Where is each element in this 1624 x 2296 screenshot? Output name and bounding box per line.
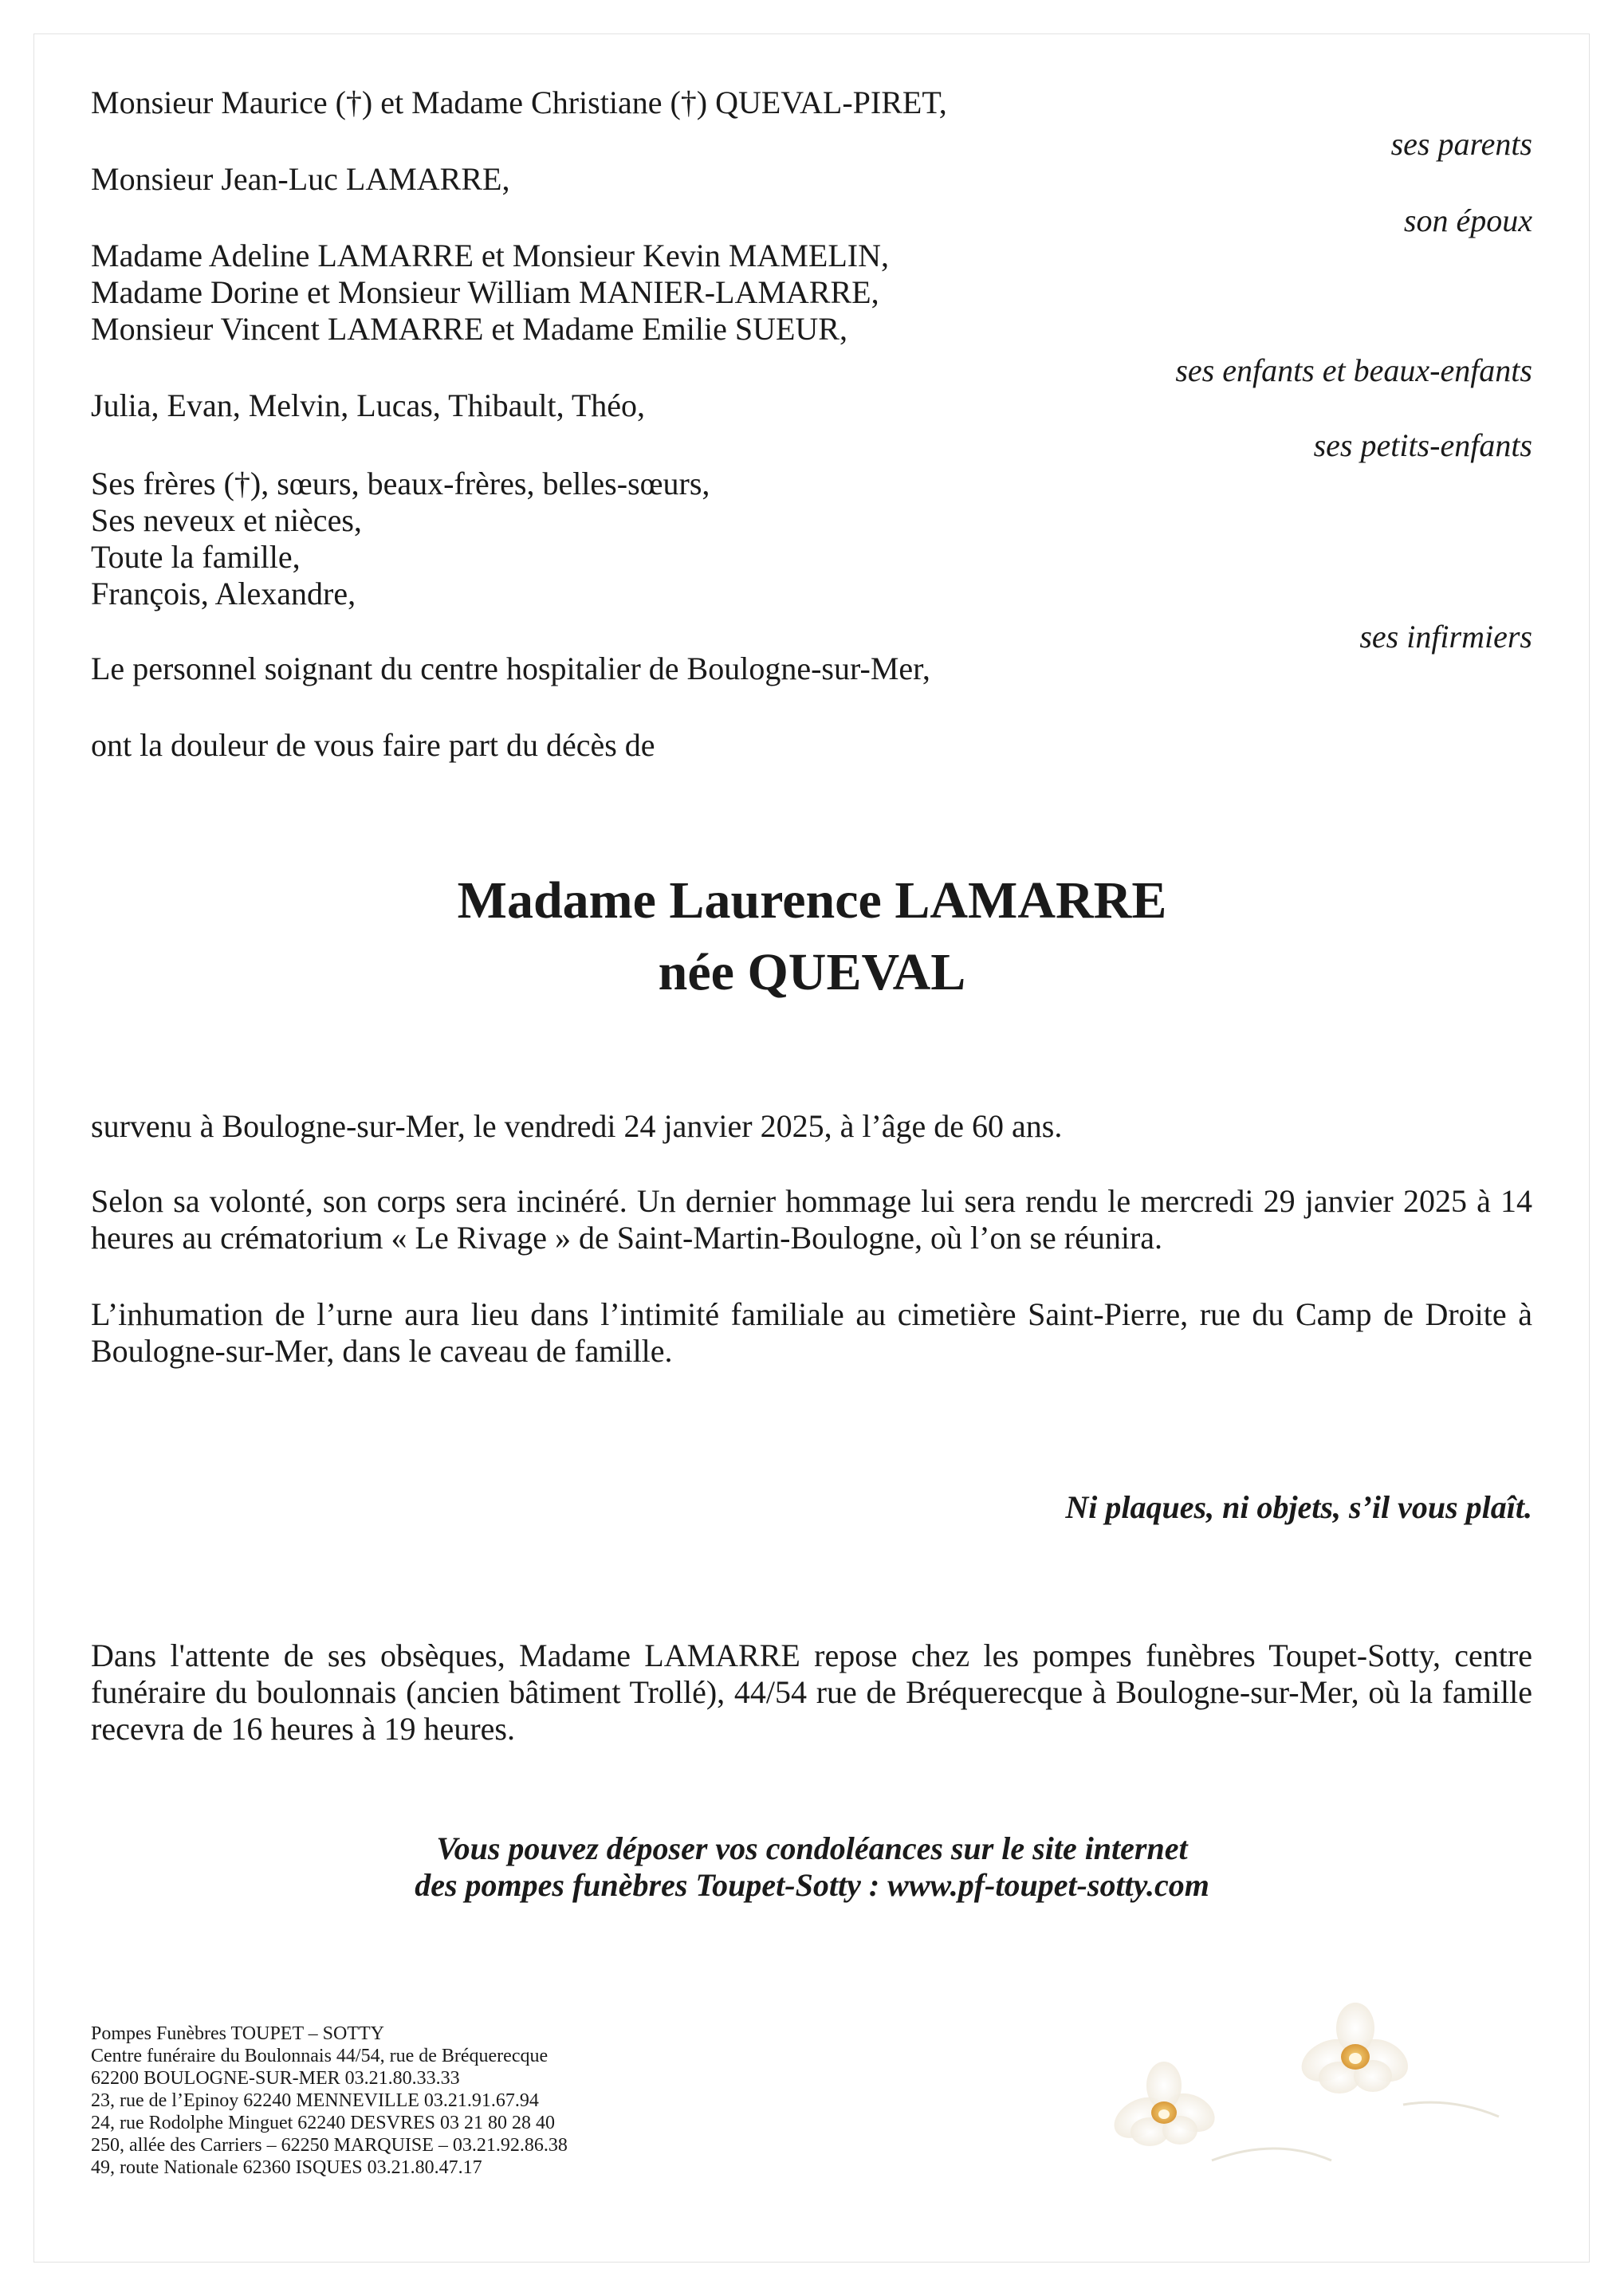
footer-line: 250, allée des Carriers – 62250 MARQUISE – 03.21.92.86.38 [91, 2135, 568, 2156]
relatives-line-4: François, Alexandre, [91, 576, 356, 611]
orchid-flower-right [1295, 2003, 1415, 2094]
footer-line: 23, rue de l’Epinoy 62240 MENNEVILLE 03.21.91.67.94 [91, 2090, 539, 2111]
orchid-flower-left [1107, 2062, 1221, 2146]
footer-line: 49, route Nationale 62360 ISQUES 03.21.80.47.17 [91, 2157, 482, 2178]
parents-line: Monsieur Maurice (†) et Madame Christiane (†) QUEVAL-PIRET, [91, 85, 947, 120]
death-details: survenu à Boulogne-sur-Mer, le vendredi 24 janvier 2025, à l’âge de 60 ans. [91, 1108, 1063, 1144]
children-line-3: Monsieur Vincent LAMARRE et Madame Emilie SUEUR, [91, 311, 847, 347]
condolences-line-1: Vous pouvez déposer vos condoléances sur le site internet [436, 1830, 1188, 1866]
footer-line: 24, rue Rodolphe Minguet 62240 DESVRES 03 21 80 28 40 [91, 2113, 555, 2133]
burial-details: L’inhumation de l’urne aura lieu dans l’intimité familiale au cimetière Saint-Pierre, rue du Camp de Droite à Boulogne-sur-Mer, dans le caveau de famille. [91, 1296, 1532, 1369]
children-line-2: Madame Dorine et Monsieur William MANIER-LAMARRE, [91, 274, 879, 310]
funeral-home-footer [91, 2023, 568, 2179]
deceased-name: Madame Laurence LAMARRE [457, 871, 1167, 930]
condolences-line-2: des pompes funèbres Toupet-Sotty : www.pf-toupet-sotty.com [415, 1867, 1209, 1903]
orchid-flowers-icon [1068, 1977, 1515, 2184]
announcement-line: ont la douleur de vous faire part du décès de [91, 727, 655, 763]
ceremony-details: Selon sa volonté, son corps sera incinéré. Un dernier hommage lui sera rendu le mercredi 29 janvier 2025 à 14 heures au crématorium « Le Rivage » de Saint-Martin-Boulogne, où l’on se réunira. [91, 1183, 1532, 1256]
relatives-line-1: Ses frères (†), sœurs, beaux-frères, belles-sœurs, [91, 466, 710, 501]
parents-role: ses parents [1390, 126, 1532, 162]
spouse-role: son époux [1403, 202, 1532, 238]
children-role: ses enfants et beaux-enfants [1175, 352, 1532, 388]
children-line-1: Madame Adeline LAMARRE et Monsieur Kevin MAMELIN, [91, 238, 889, 273]
relatives-line-3: Toute la famille, [91, 539, 301, 575]
no-flowers-notice: Ni plaques, ni objets, s’il vous plaît. [1065, 1489, 1532, 1525]
footer-line: 62200 BOULOGNE-SUR-MER 03.21.80.33.33 [91, 2068, 460, 2089]
spouse-line: Monsieur Jean-Luc LAMARRE, [91, 161, 510, 197]
deceased-maiden-name: née QUEVAL [658, 943, 966, 1001]
staff-line: Le personnel soignant du centre hospitalier de Boulogne-sur-Mer, [91, 651, 930, 686]
relatives-line-2: Ses neveux et nièces, [91, 502, 362, 538]
nurses-role: ses infirmiers [1359, 619, 1532, 655]
footer-line: Centre funéraire du Boulonnais 44/54, rue de Bréquerecque [91, 2046, 549, 2066]
stem-line [1212, 2149, 1331, 2160]
footer-line: Pompes Funèbres TOUPET – SOTTY [91, 2023, 385, 2044]
rest-details: Dans l'attente de ses obsèques, Madame LAMARRE repose chez les pompes funèbres Toupet-Sotty, centre funéraire du boulonnais (ancien bâtiment Trollé), 44/54 rue de Bréquerecque à Boulogne-sur-Mer, où la famille recevra de 16 heures à 19 heures. [91, 1637, 1532, 1747]
grandchildren-line: Julia, Evan, Melvin, Lucas, Thibault, Théo, [91, 387, 646, 423]
stem-line [1403, 2102, 1499, 2117]
grandchildren-role: ses petits-enfants [1313, 427, 1532, 463]
